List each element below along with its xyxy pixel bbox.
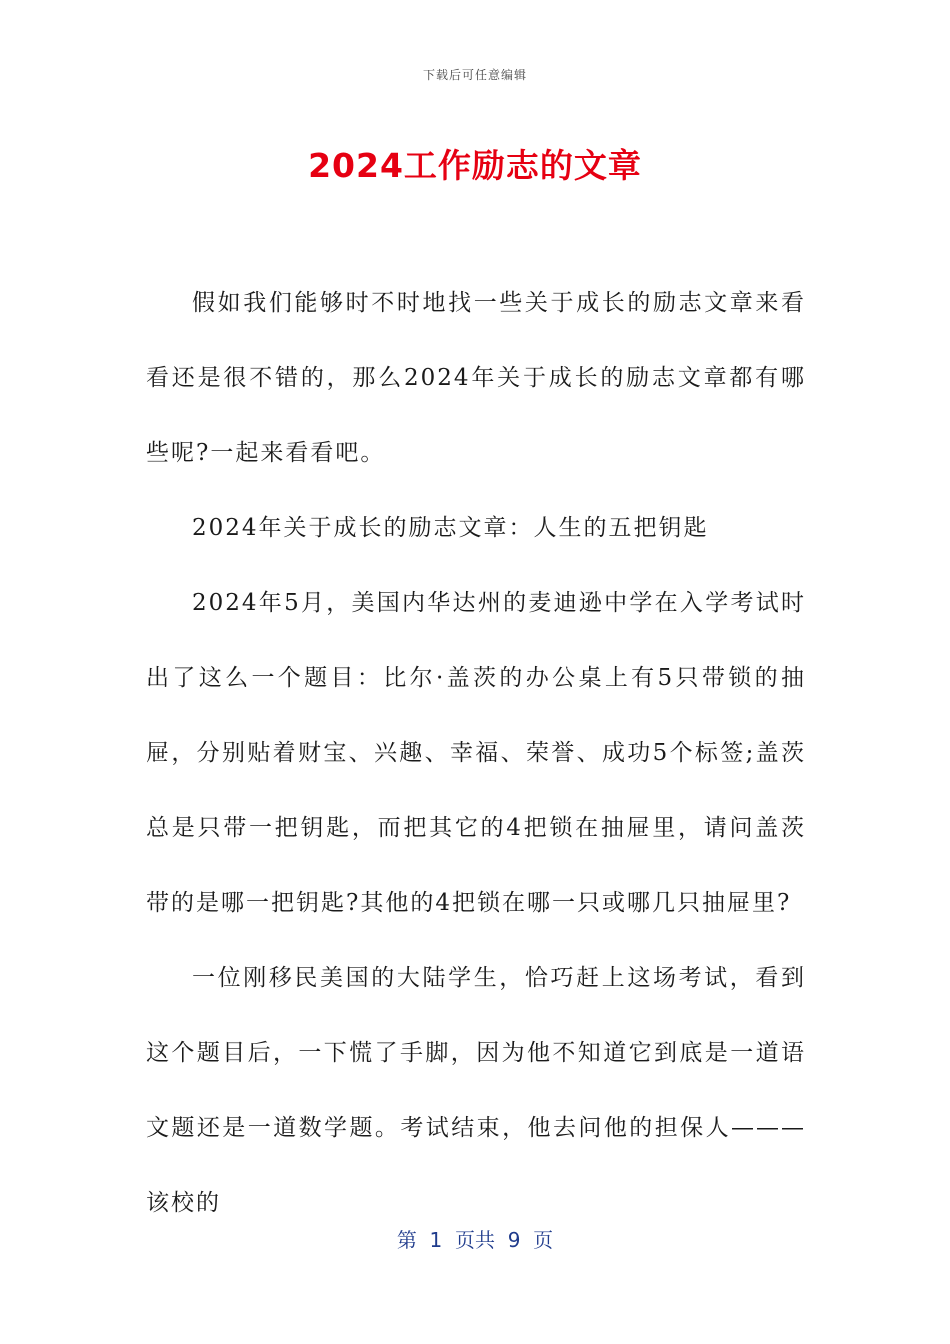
document-body (146, 266, 806, 1241)
paragraph-student: 一位刚移民美国的大陆学生，恰巧赶上这场考试，看到这个题目后，一下慌了手脚，因为他不知道它到底是一道语文题还是一道数学题。考试结束，他去问他的担保人———该校的 (146, 965, 806, 1216)
page-number-footer: 第 1 页共 9 页 (396, 1228, 554, 1252)
paragraph-intro: 假如我们能够时不时地找一些关于成长的励志文章来看看还是很不错的，那么2024年关于成长的励志文章都有哪些呢?一起来看看吧。 (146, 290, 806, 466)
document-title: 2024工作励志的文章 (308, 146, 642, 185)
paragraph-subheading: 2024年关于成长的励志文章：人生的五把钥匙 (192, 515, 709, 541)
header-note: 下载后可任意编辑 (422, 68, 527, 82)
paragraph-exam-question: 2024年5月，美国内华达州的麦迪逊中学在入学考试时出了这么一个题目：比尔·盖茨的办公桌上有5只带锁的抽屉，分别贴着财宝、兴趣、幸福、荣誉、成功5个标签;盖茨总是只带一把钥匙，而把其它的4把锁在抽屉里，请问盖茨带的是哪一把钥匙?其他的4把锁在哪一只或哪几只抽屉里? (146, 590, 806, 916)
